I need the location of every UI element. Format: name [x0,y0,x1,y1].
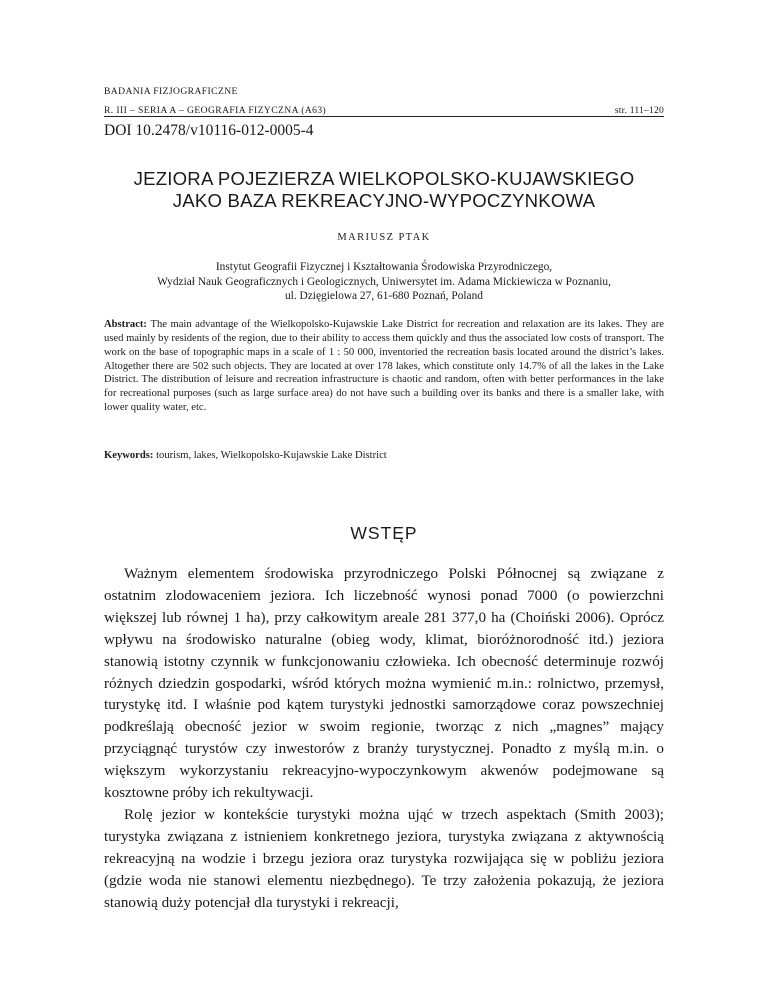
journal-series: R. III – SERIA A – GEOGRAFIA FIZYCZNA (A63) [104,105,327,116]
affiliation [104,260,664,304]
article-title-line: JAKO BAZA REKREACYJNO-WYPOCZYNKOWA [172,190,596,211]
journal-name: BADANIA FIZJOGRAFICZNE [104,86,238,97]
journal-header [104,82,664,120]
body-paragraph: Ważnym elementem środowiska przyrodniczego Polski Północnej są związane z ostatnim zlodowaceniem jeziora. Ich liczebność wynosi ponad 7000 (o powierzchni większej lub równej 1 ha), przy całkowitym areale 281 377,0 ha (Choiński 2006). Oprócz wpływu na środowisko naturalne (obieg wody, klimat, bioróżnorodność itd.) jeziora stanowią istotny czynnik w funkcjonowaniu człowieka. Ich obecność determinuje rozwój różnych dziedzin gospodarki, wśród których można wymienić m.in.: rolnictwo, przemysł, turystykę itd. I właśnie pod kątem turystyki jednostki samorządowe coraz powszechniej podkreślają obecność jezior w swoim regionie, tworząc z nich „magnes” mający przyciągnąć turystów czy inwestorów z branży turystycznej. Ponadto z myślą m.in. o większym wykorzystaniu rekreacyjno-wypoczynkowym akwenów podejmowane są kosztowne próby ich rekultywacji. [104,565,664,802]
affiliation-line: Instytut Geografii Fizycznej i Kształtowania Środowiska Przyrodniczego, [215,261,553,273]
abstract [104,318,664,415]
section-heading: WSTĘP [350,523,418,543]
abstract-label: Abstract: [104,319,151,330]
body-paragraph: Rolę jezior w kontekście turystyki można ująć w trzech aspektach (Smith 2003); turystyka związana z istnieniem konkretnego jeziora, turystyka związana z aktywnością rekreacyjną na wodzie i brzegu jeziora oraz turystyka rozwijająca się w pobliżu jeziora (gdzie woda nie stanowi elementu niezbędnego). Te trzy założenia pokazują, że jeziora stanowią duży potencjał dla turystyki i rekreacji, [104,805,664,911]
affiliation-line: Wydział Nauk Geograficznych i Geologicznych, Uniwersytet im. Adama Mickiewicza w Poznaniu, [157,275,611,288]
doi: DOI 10.2478/v10116-012-0005-4 [104,122,314,139]
page-range: str. 111–120 [614,105,664,116]
body-text [104,563,664,914]
article-title [104,168,664,212]
keywords-label: Keywords: [104,450,157,461]
keywords-text: tourism, lakes, Wielkopolsko-Kujawskie Lake District [156,450,387,461]
keywords [104,449,664,463]
affiliation-line: ul. Dzięgielowa 27, 61-680 Poznań, Poland [284,290,484,302]
header-divider [104,116,664,117]
author-name: MARIUSZ PTAK [337,232,431,243]
abstract-text: The main advantage of the Wielkopolsko-Kujawskie Lake District for recreation and relaxation are its lakes. They are used mainly by residents of the region, due to their ability to access them quickly and thus the associated low costs of transport. The work on the base of topographic maps in a scale of 1 : 50 000, inventoried the recreation basis located around the district’s lakes. Altogether there are 502 such objects. They are located at over 178 lakes, which constitute only 14.7% of all the lakes in the Lake District. The distribution of leisure and recreation infrastructure is chaotic and random, often with better performances in the lake for recreational purposes (such as large surface area) do not have such a building over its banks and there is a smaller lake, with lower quality water, etc. [104,319,665,414]
article-title-line: JEZIORA POJEZIERZA WIELKOPOLSKO-KUJAWSKIEGO [133,168,635,189]
